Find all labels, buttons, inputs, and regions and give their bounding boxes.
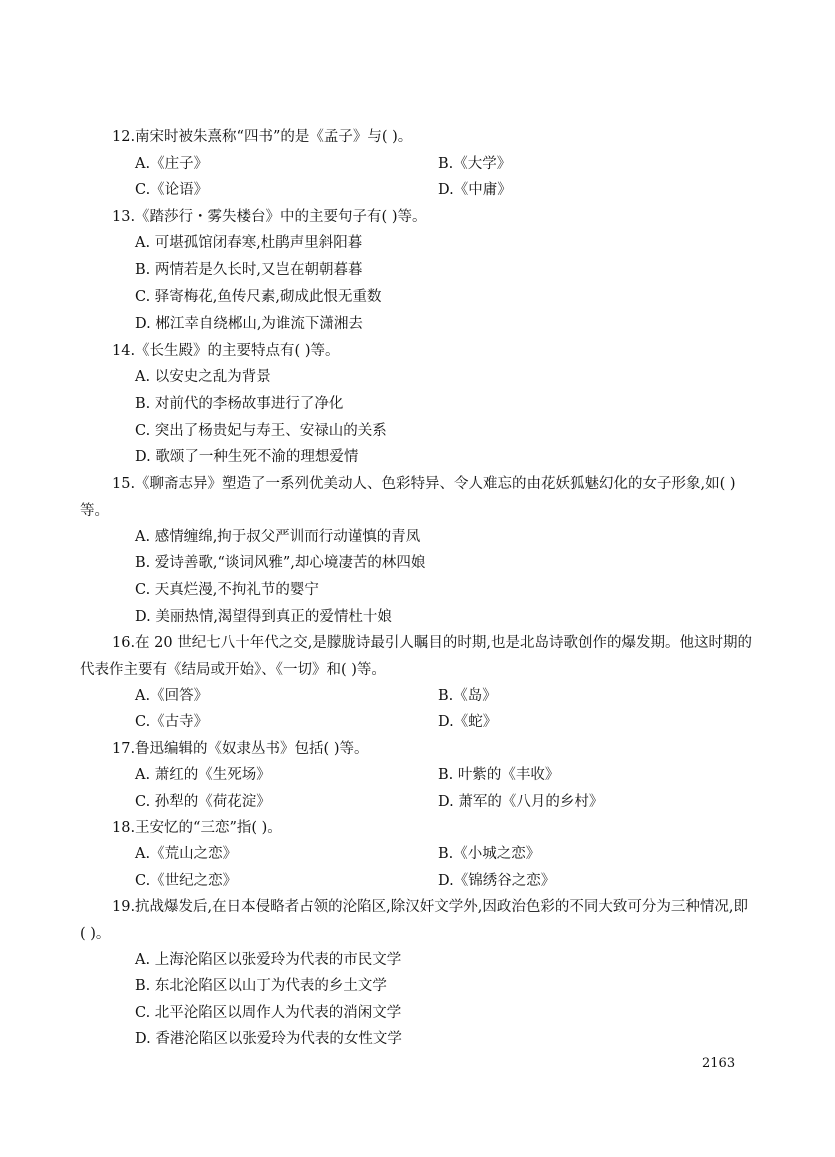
question-17-stem: 17.鲁迅编辑的《奴隶丛书》包括( )等。	[112, 741, 369, 757]
question-17-option-c: C. 孙犁的《荷花淀》	[135, 794, 271, 810]
question-15-stem: 15.《聊斋志异》塑造了一系列优美动人、色彩特异、令人难忘的由花妖狐魅幻化的女子形象,如( )等。	[80, 476, 736, 519]
question-16-option-a: A.《回答》	[135, 688, 209, 704]
question-19-option-c: C. 北平沦陷区以周作人为代表的消闲文学	[135, 1005, 402, 1021]
question-16-option-c: C.《古寺》	[135, 714, 209, 730]
page-number: 2163	[702, 1056, 736, 1071]
question-18-option-c: C.《世纪之恋》	[135, 873, 238, 889]
question-12-stem: 12.南宋时被朱熹称“四书”的是《孟子》与( )。	[112, 129, 413, 145]
question-13-option-d: D. 郴江幸自绕郴山,为谁流下潇湘去	[135, 316, 363, 332]
question-16-stem: 16.在 20 世纪七八十年代之交,是朦胧诗最引人瞩目的时期,也是北岛诗歌创作的爆发期。他这时期的代表作主要有《结局或开始》、《一切》和( )等。	[80, 635, 752, 678]
question-19-option-a: A. 上海沦陷区以张爱玲为代表的市民文学	[135, 952, 402, 968]
question-12-option-a: A.《庄子》	[135, 156, 209, 172]
question-14-stem: 14.《长生殿》的主要特点有( )等。	[112, 343, 340, 359]
question-13-option-a: A. 可堪孤馆闭春寒,杜鹃声里斜阳暮	[135, 235, 363, 251]
question-14-option-a: A. 以安史之乱为背景	[135, 369, 271, 385]
question-15-option-d: D. 美丽热情,渴望得到真正的爱情杜十娘	[135, 609, 392, 625]
question-12-option-c: C.《论语》	[135, 182, 209, 198]
question-13-stem: 13.《踏莎行・雾失楼台》中的主要句子有( )等。	[112, 209, 427, 225]
question-13-option-c: C. 驿寄梅花,鱼传尺素,砌成此恨无重数	[135, 289, 382, 305]
question-17-option-d: D. 萧军的《八月的乡村》	[438, 794, 604, 810]
question-13-option-b: B. 两情若是久长时,又岂在朝朝暮暮	[135, 262, 363, 278]
question-17-option-b: B. 叶紫的《丰收》	[438, 767, 560, 783]
question-19-option-b: B. 东北沦陷区以山丁为代表的乡土文学	[135, 978, 387, 994]
question-18-stem: 18.王安忆的“三恋”指( )。	[112, 820, 282, 836]
question-16-option-d: D.《蛇》	[438, 714, 498, 730]
question-18-option-d: D.《锦绣谷之恋》	[438, 873, 556, 889]
question-15-option-c: C. 天真烂漫,不拘礼节的婴宁	[135, 582, 319, 598]
question-19-stem: 19.抗战爆发后,在日本侵略者占领的沦陷区,除汉奸文学外,因政治色彩的不同大致可分为三种情况,即( )。	[80, 899, 748, 942]
question-15-option-a: A. 感情缠绵,拘于叔父严训而行动谨慎的青凤	[135, 529, 421, 545]
question-17-option-a: A. 萧红的《生死场》	[135, 767, 271, 783]
question-12-option-b: B.《大学》	[438, 156, 512, 172]
question-16-option-b: B.《岛》	[438, 688, 497, 704]
question-19-option-d: D. 香港沦陷区以张爱玲为代表的女性文学	[135, 1031, 402, 1047]
question-14-option-d: D. 歌颂了一种生死不渝的理想爱情	[135, 449, 359, 465]
question-14-option-b: B. 对前代的李杨故事进行了净化	[135, 396, 344, 412]
question-12-option-d: D.《中庸》	[438, 182, 512, 198]
question-14-option-c: C. 突出了杨贵妃与寿王、安禄山的关系	[135, 423, 387, 439]
question-15-option-b: B. 爱诗善歌,“谈词风雅”,却心境凄苦的林四娘	[135, 555, 426, 571]
question-18-option-a: A.《荒山之恋》	[135, 846, 238, 862]
question-18-option-b: B.《小城之恋》	[438, 846, 541, 862]
